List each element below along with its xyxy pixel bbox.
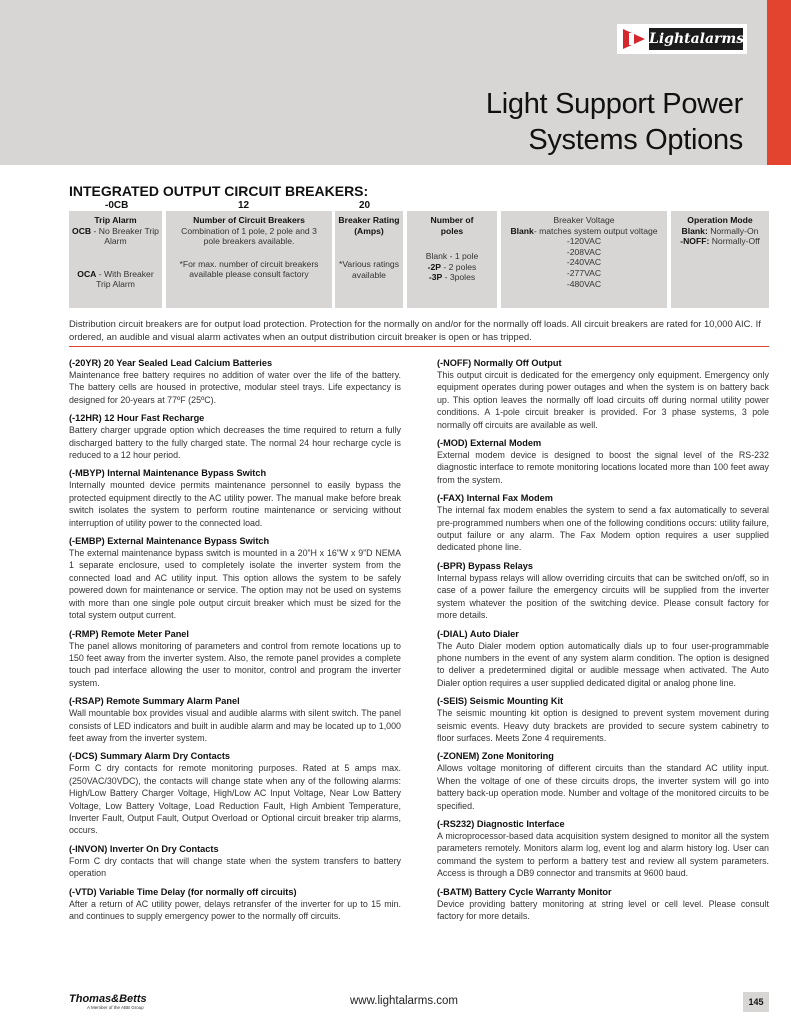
page-title-line-1: Light Support Power <box>485 88 743 120</box>
box-note: *For max. number of circuit breakers available please consult factory <box>179 258 319 280</box>
box-text-blank: Blank- matches system output voltage <box>510 225 658 236</box>
option-description: Internally mounted device permits maintenance personnel to easily bypass the protected equipment directly to the AC utility power. The manual make before break switch isolates the system to perform routine maintenance or servicing without interruption of utility power to the connected load. <box>69 480 401 528</box>
box-header: Number of Circuit Breakers <box>193 215 305 225</box>
option-description: A microprocessor-based data acquisition system designed to monitor all the system parameters remotely. Monitors alarm log, event log and alarm history log. User can command the system to perform a battery test and review all system parameters. Access is through a DB9 connector and transmits at 9600 baud. <box>437 830 769 879</box>
brand-logo <box>617 24 747 54</box>
options-column-right <box>437 357 769 928</box>
option-item <box>437 492 769 554</box>
option-item <box>437 437 769 486</box>
box-text-ocb: OCB - No Breaker Trip Alarm <box>72 225 159 247</box>
option-heading: (-NOFF) Normally Off Output <box>437 358 562 368</box>
red-edge-tab <box>767 0 791 165</box>
option-description: After a return of AC utility power, delays retransfer of the inverter for up to 15 min. and continues to supply emergency power to the normally off circuits. <box>69 898 401 921</box>
footer-url: www.lightalarms.com <box>350 995 458 1007</box>
option-item <box>437 357 769 431</box>
option-heading: (-MOD) External Modem <box>437 438 542 449</box>
option-description: The external maintenance bypass switch is mounted in a 20”H x 16”W x 9”D NEMA 1 separate enclosure, used to completely isolate the inverter system from the connected load and AC utility input. This option allows the system to be safely powered down for maintenance or service. The option may not be used on systems with more than one single pole output circuit breaker which must be sized for the total system output current. <box>69 548 401 621</box>
box-header: Breaker Rating (Amps) <box>338 215 400 236</box>
box-header: Operation Mode <box>687 215 753 225</box>
option-heading: (-MBYP) Internal Maintenance Bypass Switch <box>69 468 267 479</box>
option-heading: (-INVON) Inverter On Dry Contacts <box>69 843 219 854</box>
option-description: Device providing battery monitoring at string level or cell level. Please consult factory for more details. <box>437 898 769 921</box>
option-item <box>437 628 769 690</box>
option-item <box>69 357 401 406</box>
option-description: Allows voltage monitoring of different circuits than the standard AC utility input. When the voltage of one of these circuits drops, the inverter system will go into battery back-up operation mode. Number and voltage of the monitored circuits to be specified. <box>437 763 769 811</box>
option-item <box>69 750 401 836</box>
option-heading: (-BPR) Bypass Relays <box>437 560 533 571</box>
option-box-number-of-breakers <box>166 211 332 308</box>
voltage-option: -240VAC <box>566 257 602 268</box>
option-heading: (-VTD) Variable Time Delay (for normally off circuits) <box>69 886 297 897</box>
page-title <box>486 86 743 158</box>
option-heading: (-DIAL) Auto Dialer <box>437 628 519 639</box>
box-header: Number of poles <box>430 215 474 236</box>
option-description: The Auto Dialer modem option automatically dials up to four user-programmable phone numbers in the event of any system alarm condition. The option is designed to deliver a predetermined digital or audible message when activated. The Auto Dialer option requires a user supplied dedicated digital or analog phone line. <box>437 640 769 688</box>
option-item <box>437 750 769 812</box>
box-text-2-pole: -2P - 2 poles <box>427 261 477 272</box>
option-description: Wall mountable box provides visual and audible alarms with silent switch. The panel consists of LED indicators and built in audible alarm and may be located up to 1,000 feet away from the inverter system. <box>69 708 401 743</box>
option-box-number-of-poles <box>407 211 497 308</box>
option-heading: (-RS232) Diagnostic Interface <box>437 818 565 829</box>
order-code-ocb: -0CB <box>105 200 129 211</box>
flag-icon <box>623 29 645 49</box>
box-note: *Various ratings available <box>338 259 400 280</box>
options-column-left <box>69 357 401 928</box>
option-description: The panel allows monitoring of parameters and control from remote locations up to 150 feet away from the inverter system. Also, the remote panel provides a complete touch pad interface allowing the user to monitor, control and program the inverter system. <box>69 640 401 688</box>
option-item <box>437 818 769 880</box>
option-heading: (-BATM) Battery Cycle Warranty Monitor <box>437 886 612 897</box>
order-code-breakers: 12 <box>238 200 250 211</box>
option-heading: (-ZONEM) Zone Monitoring <box>437 751 554 762</box>
box-header: Trip Alarm <box>94 215 137 225</box>
option-item <box>69 843 401 880</box>
option-description: The internal fax modem enables the system to send a fax automatically to several pre-programmed numbers when one of the following conditions occurs: utility failure, output failure or any alarm. The Fax Modem option requires a user supplied dedicated phone line. <box>437 505 769 553</box>
option-description: Battery charger upgrade option which decreases the time required to return a fully discharged battery to the fully charged state. The normal 24 hour recharge cycle is reduced to a 12 hour period. <box>69 425 401 461</box>
option-description: Maintenance free battery requires no addition of water over the life of the battery. The battery cells are housed in protective, modular steel trays. Life expectancy is designed for 20-years at 77ºF (25ºC). <box>69 370 401 405</box>
voltage-option: -208VAC <box>566 246 602 257</box>
option-heading: (-20YR) 20 Year Sealed Lead Calcium Batteries <box>69 358 273 368</box>
order-code-rating: 20 <box>359 200 371 211</box>
option-description: External modem device is designed to boost the signal level of the RS-232 diagnostic interface to remote monitoring locations located more than 100 feet away from the system. <box>437 450 769 485</box>
section-divider <box>69 346 769 347</box>
option-heading: (-RMP) Remote Meter Panel <box>69 628 189 639</box>
page-title-line-2: Systems Options <box>528 124 743 156</box>
option-item <box>69 695 401 744</box>
option-description: Form C dry contacts that will change state when the system transfers to battery operation <box>69 855 401 879</box>
option-item <box>69 886 401 923</box>
box-text-oca: OCA - With Breaker Trip Alarm <box>77 268 154 290</box>
footer-brand-logo <box>69 993 147 1010</box>
page-number: 145 <box>743 992 769 1012</box>
footer-brand: Thomas&Betts <box>69 993 147 1005</box>
option-heading: (-EMBP) External Maintenance Bypass Switch <box>69 536 270 547</box>
box-text-3-pole: -3P - 3poles <box>428 272 476 283</box>
flag-stripe-icon <box>629 33 634 45</box>
option-heading: (-SEIS) Seismic Mounting Kit <box>437 696 564 707</box>
distribution-note: Distribution circuit breakers are for output load protection. Protection for the normally on and/or for the normally off loads. All circuit breakers are rated for 10,000 AIC. If ordered, an audible and visual alarm activates when an output distribution circuit breaker is open or has tripped. <box>69 318 761 342</box>
option-description: The seismic mounting kit option is designed to prevent system movement during seismic events. Heavy duty brackets are provided to secure system cabinetry to floor surfaces. Meets Zone 4 requirements. <box>437 708 769 743</box>
option-item <box>69 535 401 621</box>
option-heading: (-DCS) Summary Alarm Dry Contacts <box>69 751 230 762</box>
box-header: Breaker Voltage <box>553 215 615 225</box>
option-box-breaker-voltage <box>501 211 667 308</box>
option-item <box>69 467 401 529</box>
section-title: INTEGRATED OUTPUT CIRCUIT BREAKERS: <box>69 183 369 199</box>
box-text-1-pole: Blank - 1 pole <box>425 251 479 262</box>
option-item <box>69 412 401 461</box>
option-box-breaker-rating <box>335 211 403 308</box>
option-box-operation-mode <box>671 211 769 308</box>
voltage-option: -120VAC <box>566 236 602 247</box>
option-description: Internal bypass relays will allow overriding circuits that can be switched on/off, so in case of a power failure the emergency circuits will be supplied from the inverter system whatever the position of the switching device. Please consult factory for more details. <box>437 572 769 621</box>
option-description: Form C dry contacts for remote monitoring purposes. Rated at 5 amps max. (250VAC/30VDC), the contacts will change state when any of the following alarms: High/Low Battery Charger Voltage, High/Low AC Input Voltage, Near Low Battery Voltage, Low Battery Voltage, Load Reduction Fault, High Ambient Temperature, Inverter Fault, Output Fault, Output Overload or Optional circuit breaker trip alarms, occurs. <box>69 763 401 836</box>
option-box-trip-alarm <box>69 211 162 308</box>
option-heading: (-FAX) Internal Fax Modem <box>437 493 553 504</box>
box-text-normally-on: Blank: Normally-On <box>681 225 759 236</box>
footer-tagline: A Member of the ABB Group <box>87 1005 144 1010</box>
box-text-normally-off: -NOFF: Normally-Off <box>680 236 760 247</box>
option-item <box>69 628 401 690</box>
option-description: This output circuit is dedicated for the emergency only equipment. Emergency only equipment operates during power outages and when the system is on battery back up. This option leaves the normally off load circuits off during normal utility power conditions. A 1-pole circuit breaker is provided. For 3 phase systems, 3 pole normally off circuits are available as well. <box>437 370 769 430</box>
logo-text: Lightalarms <box>649 28 743 50</box>
box-text: Combination of 1 pole, 2 pole and 3 pole breakers available. <box>181 225 317 247</box>
voltage-option: -277VAC <box>566 267 602 278</box>
option-heading: (-RSAP) Remote Summary Alarm Panel <box>69 696 240 707</box>
option-item <box>437 695 769 744</box>
option-item <box>437 560 769 622</box>
voltage-option: -480VAC <box>566 278 602 289</box>
option-item <box>437 886 769 923</box>
option-heading: (-12HR) 12 Hour Fast Recharge <box>69 413 205 424</box>
